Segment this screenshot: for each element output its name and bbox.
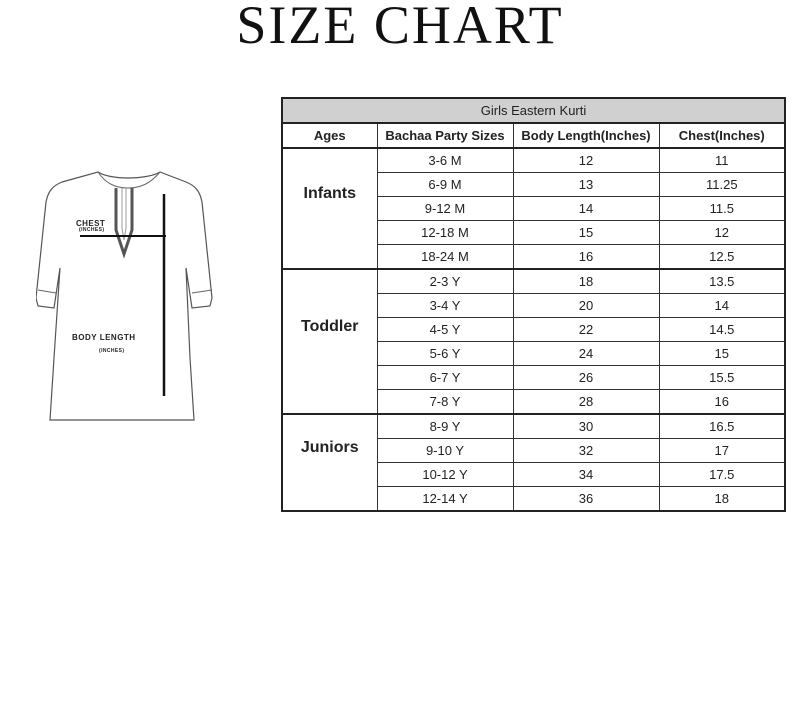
body-length-cell: 28	[513, 390, 659, 415]
chest-cell: 14	[659, 294, 785, 318]
chest-cell: 11.5	[659, 197, 785, 221]
body-length-cell: 15	[513, 221, 659, 245]
chest-cell: 13.5	[659, 269, 785, 294]
header-sizes: Bachaa Party Sizes	[377, 123, 513, 148]
body-length-cell: 30	[513, 414, 659, 439]
body-length-cell: 24	[513, 342, 659, 366]
size-chart-table	[281, 97, 786, 512]
size-cell: 9-12 M	[377, 197, 513, 221]
size-cell: 3-4 Y	[377, 294, 513, 318]
size-cell: 8-9 Y	[377, 414, 513, 439]
body-length-cell: 13	[513, 173, 659, 197]
page-title: SIZE CHART	[236, 0, 564, 55]
size-cell: 3-6 M	[377, 148, 513, 173]
chest-label: CHEST	[76, 219, 106, 228]
size-cell: 9-10 Y	[377, 439, 513, 463]
chest-unit-label: (INCHES)	[79, 227, 105, 233]
kurti-outline	[36, 172, 212, 420]
chest-cell: 11	[659, 148, 785, 173]
chest-cell: 16	[659, 390, 785, 415]
chest-cell: 12	[659, 221, 785, 245]
chest-cell: 15	[659, 342, 785, 366]
table-caption: Girls Eastern Kurti	[282, 98, 785, 123]
chest-cell: 15.5	[659, 366, 785, 390]
size-cell: 10-12 Y	[377, 463, 513, 487]
group-name: Toddler	[282, 269, 377, 414]
body-length-cell: 12	[513, 148, 659, 173]
table-row	[282, 148, 785, 173]
body-length-cell: 18	[513, 269, 659, 294]
group-name: Juniors	[282, 414, 377, 511]
body-length-cell: 16	[513, 245, 659, 270]
kurti-drawing	[36, 158, 236, 438]
size-cell: 18-24 M	[377, 245, 513, 270]
group-infants	[282, 148, 785, 269]
header-chest: Chest(Inches)	[659, 123, 785, 148]
body-length-cell: 32	[513, 439, 659, 463]
size-cell: 12-18 M	[377, 221, 513, 245]
body-length-cell: 36	[513, 487, 659, 512]
chest-cell: 12.5	[659, 245, 785, 270]
table-row	[282, 269, 785, 294]
group-name: Infants	[282, 148, 377, 269]
kurti-illustration	[36, 158, 236, 438]
header-ages: Ages	[282, 123, 377, 148]
table-row	[282, 414, 785, 439]
size-cell: 2-3 Y	[377, 269, 513, 294]
header-body-length: Body Length(Inches)	[513, 123, 659, 148]
chest-cell: 14.5	[659, 318, 785, 342]
size-cell: 6-7 Y	[377, 366, 513, 390]
chest-cell: 18	[659, 487, 785, 512]
group-juniors	[282, 414, 785, 511]
body-length-cell: 26	[513, 366, 659, 390]
body-length-label: BODY LENGTH	[72, 333, 136, 342]
body-length-cell: 34	[513, 463, 659, 487]
chest-cell: 11.25	[659, 173, 785, 197]
size-cell: 6-9 M	[377, 173, 513, 197]
group-toddler	[282, 269, 785, 414]
chest-cell: 17	[659, 439, 785, 463]
body-length-cell: 20	[513, 294, 659, 318]
size-cell: 12-14 Y	[377, 487, 513, 512]
size-cell: 7-8 Y	[377, 390, 513, 415]
size-cell: 4-5 Y	[377, 318, 513, 342]
chest-cell: 16.5	[659, 414, 785, 439]
chest-cell: 17.5	[659, 463, 785, 487]
body-length-cell: 14	[513, 197, 659, 221]
body-length-cell: 22	[513, 318, 659, 342]
size-cell: 5-6 Y	[377, 342, 513, 366]
body-length-unit-label: (INCHES)	[99, 348, 125, 354]
